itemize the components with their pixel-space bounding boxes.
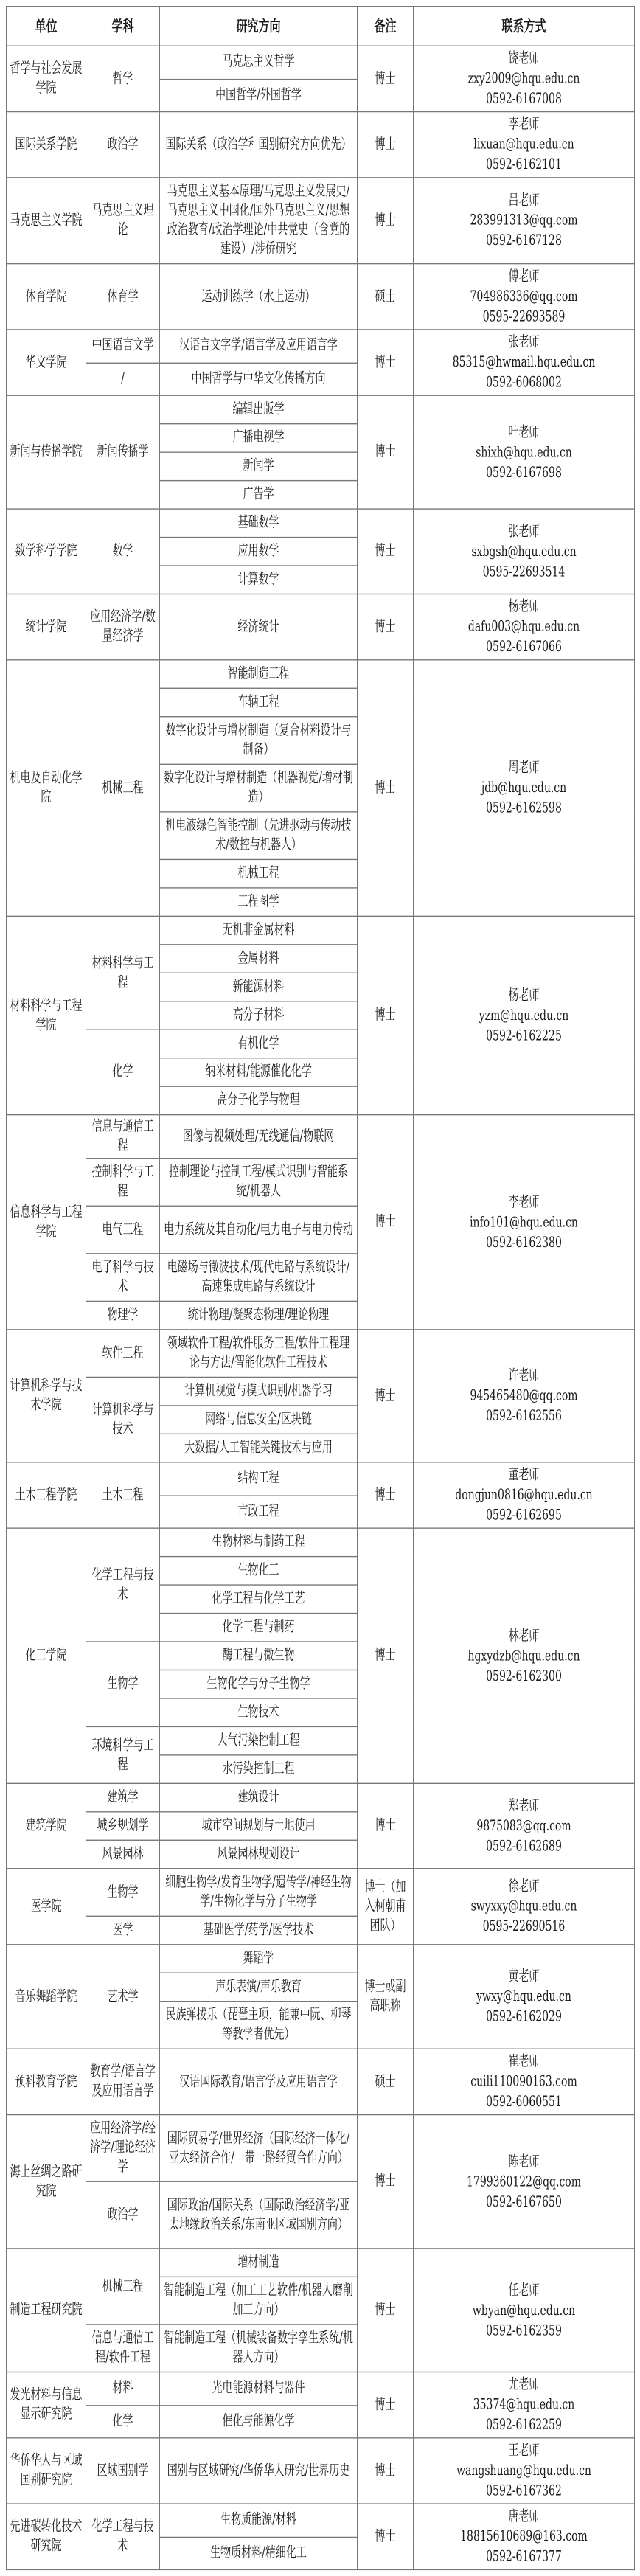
- remark-cell: 博士: [358, 330, 414, 395]
- unit-cell: 建筑学院: [7, 1783, 86, 1868]
- direction-cell: 高分子材料: [160, 1001, 358, 1030]
- direction-cell: 广播电视学: [160, 424, 358, 452]
- direction-cell: 民族弹拨乐（琵琶主项，能兼中阮、柳琴等教学者优先）: [160, 2002, 358, 2049]
- contact-email: wangshuang@hqu.edu.cn: [456, 2462, 591, 2479]
- subject-cell: 政治学: [86, 112, 160, 178]
- contact-cell: [414, 178, 635, 264]
- contact-cell: [414, 1528, 635, 1783]
- contact-phone: 0592-6167008: [486, 91, 562, 108]
- contact-email: zxy2009@hqu.edu.cn: [467, 70, 580, 87]
- table-row: [7, 660, 635, 688]
- subject-cell: 生物学: [86, 1642, 160, 1726]
- subject-cell: 应用经济学/数量经济学: [86, 594, 160, 659]
- contact-phone: 0592-6162556: [486, 1408, 562, 1425]
- direction-cell: 舞蹈学: [160, 1945, 358, 1973]
- contact-person: 傅老师: [508, 268, 540, 285]
- contact-phone: 0592-6162695: [486, 1507, 562, 1524]
- subject-cell: 政治学: [86, 2181, 160, 2249]
- unit-cell: 计算机科学与技术学院: [7, 1330, 86, 1462]
- table-row: [7, 594, 635, 659]
- direction-cell: 电力系统及其自动化/电力电子与电力传动: [160, 1206, 358, 1254]
- contact-person: 李老师: [508, 116, 540, 133]
- remark-cell: 博士: [358, 2249, 414, 2372]
- subject-cell: 医学: [86, 1916, 160, 1944]
- contact-email: 1799360122@qq.com: [467, 2173, 581, 2190]
- contact-email: sxbgsh@hqu.edu.cn: [471, 543, 577, 560]
- remark-cell: 博士: [358, 2372, 414, 2438]
- direction-cell: 化学工程与化学工艺: [160, 1585, 358, 1613]
- direction-cell: 领域软件工程/软件服务工程/软件工程理论与方法/智能化软件工程技术: [160, 1330, 358, 1378]
- direction-cell: 智能制造工程（机械装备数字孪生系统/机器人方向）: [160, 2325, 358, 2372]
- contact-email: ywxy@hqu.edu.cn: [476, 1988, 571, 2005]
- direction-cell: 城市空间规划与土地使用: [160, 1812, 358, 1840]
- contact-person: 吕老师: [508, 192, 540, 209]
- contact-cell: [414, 1869, 635, 1945]
- direction-cell: 国别与区域研究/华侨华人研究/世界历史: [160, 2438, 358, 2504]
- table-row: [7, 1528, 635, 1556]
- direction-cell: 控制理论与控制工程/模式识别与智能系统/机器人: [160, 1159, 358, 1207]
- unit-cell: 材料科学与工程学院: [7, 916, 86, 1114]
- contact-phone: 0592-6162689: [486, 1838, 562, 1855]
- unit-cell: 化工学院: [7, 1528, 86, 1783]
- table-row: [7, 1783, 635, 1811]
- table-row: [7, 2438, 635, 2504]
- table-row: [7, 916, 635, 944]
- subject-cell: 哲学: [86, 46, 160, 111]
- subject-cell: 体育学: [86, 264, 160, 330]
- contact-phone: 0592-6167362: [486, 2482, 562, 2499]
- contact-email: 283991313@qq.com: [470, 212, 578, 229]
- table-row: [7, 395, 635, 423]
- contact-cell: [414, 660, 635, 917]
- contact-person: 杨老师: [508, 598, 540, 615]
- subject-cell: /: [86, 363, 160, 396]
- unit-cell: 发光材料与信息显示研究院: [7, 2372, 86, 2438]
- subject-cell: 土木工程: [86, 1462, 160, 1528]
- subject-cell: 风景园林: [86, 1840, 160, 1868]
- subject-cell: 艺术学: [86, 1945, 160, 2049]
- contact-email: 9875083@qq.com: [476, 1818, 571, 1835]
- direction-cell: 计算机视觉与模式识别/机器学习: [160, 1377, 358, 1405]
- subject-cell: 控制科学与工程: [86, 1159, 160, 1207]
- subject-cell: 应用经济学/经济学/理论经济学: [86, 2115, 160, 2182]
- contact-cell: [414, 264, 635, 330]
- subject-cell: 数学: [86, 509, 160, 594]
- contact-email: 704986336@qq.com: [470, 288, 578, 305]
- contact-email: jdb@hqu.edu.cn: [481, 780, 567, 796]
- direction-cell: 编辑出版学: [160, 395, 358, 423]
- subject-cell: 材料: [86, 2372, 160, 2406]
- contact-phone: 0592-6162101: [486, 156, 562, 173]
- contact-phone: 0592-6162380: [486, 1234, 562, 1251]
- direction-cell: 汉语言文字学/语言学及应用语言学: [160, 330, 358, 363]
- contact-person: 徐老师: [508, 1878, 540, 1895]
- recruitment-table: [6, 6, 635, 2570]
- remark-cell: 博士: [358, 1330, 414, 1462]
- subject-cell: 软件工程: [86, 1330, 160, 1378]
- subject-cell: 电子科学与技术: [86, 1254, 160, 1302]
- remark-cell: 博士: [358, 660, 414, 917]
- contact-cell: [414, 916, 635, 1114]
- direction-cell: 国际关系（政治学和国别研究方向优先）: [160, 112, 358, 178]
- remark-cell: 博士: [358, 1462, 414, 1528]
- direction-cell: 生物质能源/材料: [160, 2504, 358, 2537]
- remark-cell: 博士: [358, 395, 414, 509]
- direction-cell: 细胞生物学/发育生物学/遗传学/神经生物学/生物化学与分子生物学: [160, 1869, 358, 1917]
- direction-cell: 酶工程与微生物: [160, 1642, 358, 1670]
- contact-person: 郑老师: [508, 1797, 540, 1814]
- subject-cell: 计算机科学与技术: [86, 1377, 160, 1462]
- table-row: [7, 509, 635, 537]
- direction-cell: 生物技术: [160, 1698, 358, 1726]
- direction-cell: 运动训练学（水上运动）: [160, 264, 358, 330]
- contact-person: 杨老师: [508, 987, 540, 1004]
- direction-cell: 工程图学: [160, 888, 358, 916]
- direction-cell: 广告学: [160, 481, 358, 509]
- direction-cell: 增材制造: [160, 2249, 358, 2277]
- direction-cell: 生物化工: [160, 1557, 358, 1585]
- direction-cell: 市政工程: [160, 1495, 358, 1528]
- table-row: [7, 1330, 635, 1378]
- contact-cell: [414, 2438, 635, 2504]
- contact-person: 崔老师: [508, 2053, 540, 2070]
- table-row: [7, 330, 635, 363]
- contact-cell: [414, 2049, 635, 2114]
- unit-cell: 统计学院: [7, 594, 86, 659]
- subject-cell: 环境科学与工程: [86, 1726, 160, 1783]
- contact-phone: 0595-22690516: [482, 1918, 566, 1935]
- direction-cell: 催化与能源化学: [160, 2405, 358, 2438]
- direction-cell: 国际贸易学/世界经济（国际经济一体化/亚太经济合作/一带一路经贸合作方向）: [160, 2115, 358, 2182]
- contact-email: 35374@hqu.edu.cn: [473, 2397, 575, 2414]
- contact-cell: [414, 2115, 635, 2249]
- contact-person: 张老师: [508, 523, 540, 540]
- contact-email: dongjun0816@hqu.edu.cn: [455, 1487, 593, 1504]
- table-row: [7, 1945, 635, 1973]
- contact-cell: [414, 509, 635, 594]
- contact-email: cuili110090163.com: [470, 2073, 577, 2090]
- contact-phone: 0592-6162598: [486, 800, 562, 817]
- subject-cell: 机械工程: [86, 2249, 160, 2325]
- contact-cell: [414, 2504, 635, 2569]
- subject-cell: 区域国别学: [86, 2438, 160, 2504]
- remark-cell: 博士: [358, 2438, 414, 2504]
- direction-cell: 新闻学: [160, 452, 358, 480]
- contact-email: yzm@hqu.edu.cn: [479, 1007, 569, 1024]
- contact-person: 任老师: [508, 2282, 540, 2299]
- contact-email: 85315@hwmail.hqu.edu.cn: [452, 354, 596, 371]
- direction-cell: 生物质材料/精细化工: [160, 2537, 358, 2570]
- direction-cell: 电磁场与微波技术/现代电路与系统设计/高速集成电路与系统设计: [160, 1254, 358, 1302]
- contact-email: dafu003@hqu.edu.cn: [467, 619, 580, 636]
- contact-person: 饶老师: [508, 50, 540, 67]
- subject-cell: 电气工程: [86, 1206, 160, 1254]
- contact-phone: 0595-22693514: [482, 563, 566, 580]
- remark-cell: 硕士: [358, 2049, 414, 2114]
- remark-cell: 博士: [358, 1783, 414, 1868]
- table-row: [7, 1869, 635, 1917]
- contact-cell: [414, 1115, 635, 1330]
- remark-cell: 博士: [358, 2504, 414, 2569]
- direction-cell: 大数据/人工智能关键技术与应用: [160, 1434, 358, 1462]
- subject-cell: 教育学/语言学及应用语言学: [86, 2049, 160, 2114]
- direction-cell: 新能源材料: [160, 973, 358, 1001]
- contact-phone: 0595-22693589: [482, 308, 566, 325]
- direction-cell: 图像与视频处理/无线通信/物联网: [160, 1115, 358, 1159]
- direction-cell: 光电能源材料与器件: [160, 2372, 358, 2406]
- subject-cell: 建筑学: [86, 1783, 160, 1811]
- contact-person: 黄老师: [508, 1968, 540, 1985]
- direction-cell: 化学工程与制药: [160, 1614, 358, 1642]
- remark-cell: 博士: [358, 46, 414, 111]
- direction-cell: 生物化学与分子生物学: [160, 1670, 358, 1698]
- contact-person: 许老师: [508, 1367, 540, 1384]
- unit-cell: 数学科学学院: [7, 509, 86, 594]
- contact-phone: 0592-6162300: [486, 1667, 562, 1684]
- subject-cell: 化学工程与技术: [86, 1528, 160, 1642]
- contact-phone: 0592-6167377: [486, 2549, 562, 2566]
- remark-cell: 博士或副高职称: [358, 1945, 414, 2049]
- direction-cell: 数字化设计与增材制造（复合材料设计与制备）: [160, 717, 358, 765]
- header-contact: 联系方式: [414, 7, 635, 46]
- direction-cell: 应用数学: [160, 538, 358, 566]
- contact-email: 18815610689@163.com: [460, 2528, 588, 2545]
- unit-cell: 哲学与社会发展学院: [7, 46, 86, 111]
- unit-cell: 土木工程学院: [7, 1462, 86, 1528]
- table-header-row: [7, 7, 635, 46]
- remark-cell: 博士: [358, 916, 414, 1114]
- contact-person: 林老师: [508, 1627, 540, 1644]
- table-row: [7, 2115, 635, 2182]
- contact-person: 李老师: [508, 1193, 540, 1210]
- contact-phone: 0592-6162359: [486, 2322, 562, 2339]
- subject-cell: 生物学: [86, 1869, 160, 1917]
- unit-cell: 预科教育学院: [7, 2049, 86, 2114]
- subject-cell: 化学: [86, 2405, 160, 2438]
- contact-person: 董老师: [508, 1467, 540, 1484]
- contact-person: 尤老师: [508, 2376, 540, 2393]
- direction-cell: 数字化设计与增材制造（机器视觉/增材制造）: [160, 764, 358, 812]
- contact-person: 唐老师: [508, 2508, 540, 2525]
- contact-cell: [414, 1462, 635, 1528]
- direction-cell: 纳米材料/能源催化化学: [160, 1058, 358, 1086]
- contact-phone: 0592-6167698: [486, 464, 562, 481]
- contact-cell: [414, 330, 635, 395]
- contact-cell: [414, 1945, 635, 2049]
- remark-cell: 博士: [358, 112, 414, 178]
- remark-cell: 博士: [358, 1528, 414, 1783]
- remark-cell: 博士: [358, 594, 414, 659]
- contact-person: 张老师: [508, 334, 540, 351]
- unit-cell: 华侨华人与区域国别研究院: [7, 2438, 86, 2504]
- unit-cell: 华文学院: [7, 330, 86, 395]
- table-row: [7, 2049, 635, 2114]
- contact-cell: [414, 2249, 635, 2372]
- direction-cell: 无机非金属材料: [160, 916, 358, 944]
- subject-cell: 材料科学与工程: [86, 916, 160, 1030]
- subject-cell: 中国语言文学: [86, 330, 160, 363]
- contact-phone: 0592-6060551: [486, 2094, 562, 2111]
- direction-cell: 声乐表演/声乐教育: [160, 1973, 358, 2001]
- contact-email: swyxxy@hqu.edu.cn: [470, 1898, 577, 1915]
- unit-cell: 先进碳转化技术研究院: [7, 2504, 86, 2569]
- unit-cell: 新闻与传播学院: [7, 395, 86, 509]
- contact-cell: [414, 1330, 635, 1462]
- direction-cell: 水污染控制工程: [160, 1755, 358, 1783]
- subject-cell: 化学工程与技术: [86, 2504, 160, 2569]
- subject-cell: 新闻传播学: [86, 395, 160, 509]
- table-body: [7, 46, 635, 2569]
- table-row: [7, 2249, 635, 2277]
- direction-cell: 马克思主义哲学: [160, 46, 358, 79]
- direction-cell: 网络与信息安全/区块链: [160, 1406, 358, 1434]
- direction-cell: 马克思主义基本原理/马克思主义发展史/马克思主义中国化/国外马克思主义/思想政治教育/政治学理论/中共党史（含党的建设）/涉侨研究: [160, 178, 358, 264]
- contact-email: wbyan@hqu.edu.cn: [472, 2302, 576, 2319]
- direction-cell: 汉语国际教育/语言学及应用语言学: [160, 2049, 358, 2114]
- subject-cell: 城乡规划学: [86, 1812, 160, 1840]
- subject-cell: 马克思主义理论: [86, 178, 160, 264]
- subject-cell: 化学: [86, 1030, 160, 1114]
- direction-cell: 计算数学: [160, 566, 358, 594]
- unit-cell: 国际关系学院: [7, 112, 86, 178]
- unit-cell: 信息科学与工程学院: [7, 1115, 86, 1330]
- subject-cell: 物理学: [86, 1301, 160, 1329]
- table-row: [7, 46, 635, 79]
- contact-person: 周老师: [508, 760, 540, 777]
- unit-cell: 音乐舞蹈学院: [7, 1945, 86, 2049]
- contact-cell: [414, 395, 635, 509]
- direction-cell: 机械工程: [160, 859, 358, 887]
- subject-cell: 机械工程: [86, 660, 160, 917]
- contact-phone: 0592-6162259: [486, 2417, 562, 2434]
- table-row: [7, 2504, 635, 2537]
- table-row: [7, 178, 635, 264]
- contact-email: 945465480@qq.com: [470, 1387, 578, 1404]
- direction-cell: 智能制造工程（加工工艺软件/机器人磨削加工方向）: [160, 2277, 358, 2325]
- contact-email: hgxydzb@hqu.edu.cn: [467, 1648, 580, 1664]
- contact-person: 叶老师: [508, 423, 540, 440]
- unit-cell: 体育学院: [7, 264, 86, 330]
- direction-cell: 生物材料与制药工程: [160, 1528, 358, 1556]
- direction-cell: 车辆工程: [160, 688, 358, 716]
- remark-cell: 博士: [358, 509, 414, 594]
- table-row: [7, 1462, 635, 1496]
- contact-email: shixh@hqu.edu.cn: [476, 444, 572, 461]
- contact-cell: [414, 1783, 635, 1868]
- contact-phone: 0592-6167650: [486, 2193, 562, 2210]
- direction-cell: 统计物理/凝聚态物理/理论物理: [160, 1301, 358, 1329]
- direction-cell: 智能制造工程: [160, 660, 358, 688]
- direction-cell: 高分子化学与物理: [160, 1086, 358, 1114]
- unit-cell: 马克思主义学院: [7, 178, 86, 264]
- direction-cell: 中国哲学/外国哲学: [160, 79, 358, 112]
- direction-cell: 经济统计: [160, 594, 358, 659]
- contact-person: 王老师: [508, 2442, 540, 2459]
- direction-cell: 结构工程: [160, 1462, 358, 1496]
- direction-cell: 中国哲学与中华文化传播方向: [160, 363, 358, 396]
- direction-cell: 风景园林规划设计: [160, 1840, 358, 1868]
- unit-cell: 制造工程研究院: [7, 2249, 86, 2372]
- direction-cell: 国际政治/国际关系（国际政治经济学/亚太地缘政治关系/东南亚区域国别方向）: [160, 2181, 358, 2249]
- direction-cell: 基础医学/药学/医学技术: [160, 1916, 358, 1944]
- remark-cell: 博士: [358, 1115, 414, 1330]
- unit-cell: 机电及自动化学院: [7, 660, 86, 917]
- header-remark: 备注: [358, 7, 414, 46]
- direction-cell: 金属材料: [160, 945, 358, 973]
- table-row: [7, 2372, 635, 2406]
- contact-person: 陈老师: [508, 2153, 540, 2170]
- header-direction: 研究方向: [160, 7, 358, 46]
- remark-cell: 博士（加入柯朝甫团队）: [358, 1869, 414, 1945]
- contact-phone: 0592-6068002: [486, 375, 562, 392]
- contact-cell: [414, 112, 635, 178]
- contact-cell: [414, 594, 635, 659]
- unit-cell: 医学院: [7, 1869, 86, 1945]
- remark-cell: 博士: [358, 2115, 414, 2249]
- table-row: [7, 264, 635, 330]
- subject-cell: 信息与通信工程: [86, 1115, 160, 1159]
- remark-cell: 硕士: [358, 264, 414, 330]
- table-row: [7, 1115, 635, 1159]
- contact-phone: 0592-6167128: [486, 232, 562, 249]
- header-subject: 学科: [86, 7, 160, 46]
- direction-cell: 基础数学: [160, 509, 358, 537]
- remark-cell: 博士: [358, 178, 414, 264]
- direction-cell: 建筑设计: [160, 1783, 358, 1811]
- subject-cell: 信息与通信工程/软件工程: [86, 2325, 160, 2372]
- unit-cell: 海上丝绸之路研究院: [7, 2115, 86, 2249]
- contact-email: info101@hqu.edu.cn: [470, 1214, 578, 1231]
- direction-cell: 机电液绿色智能控制（先进驱动与传动技术/数控与机器人）: [160, 812, 358, 860]
- contact-cell: [414, 46, 635, 111]
- direction-cell: 大气污染控制工程: [160, 1726, 358, 1754]
- contact-phone: 0592-6162225: [486, 1027, 562, 1044]
- contact-phone: 0592-6167066: [486, 639, 562, 656]
- contact-email: lixuan@hqu.edu.cn: [473, 136, 574, 153]
- contact-cell: [414, 2372, 635, 2438]
- header-unit: 单位: [7, 7, 86, 46]
- direction-cell: 有机化学: [160, 1030, 358, 1058]
- table-row: [7, 112, 635, 178]
- contact-phone: 0592-6162029: [486, 2009, 562, 2025]
